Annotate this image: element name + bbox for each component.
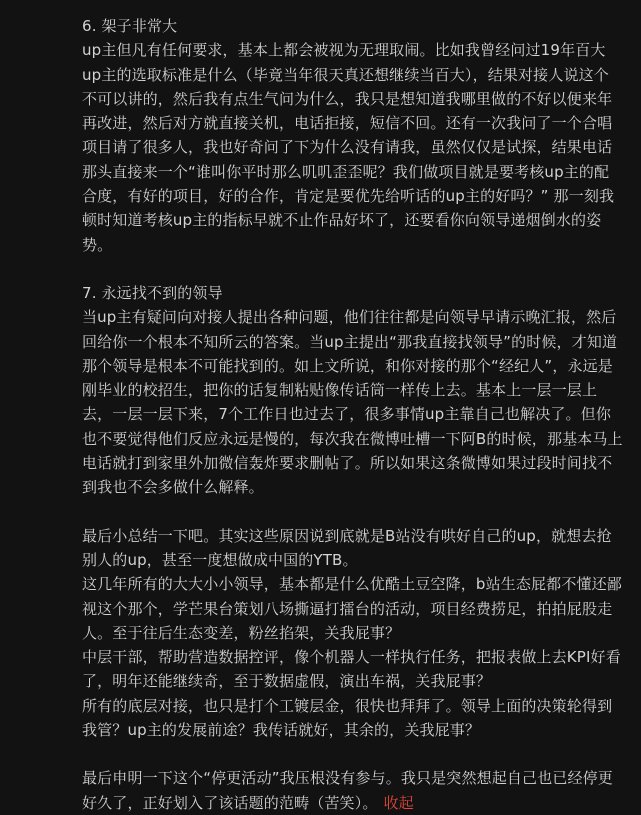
summary-paragraph: 最后小总结一下吧。其实这些原因说到底就是B站没有哄好自己的up，就想去抢别人的up，甚至一度想做成中国的YTB。	[82, 526, 612, 569]
summary-paragraph: 这几年所有的大大小小领导，基本都是什么优酷土豆空降，b站生态屁都不懂还鄙视这个那个，学芒果台策划八场撕逼打擂台的活动，项目经费捞足，拍拍屁股走人。至于往后生态变差，粉丝掐架，关我屁事？	[82, 575, 622, 642]
section-title: 7. 永远找不到的领导	[82, 283, 223, 302]
closing-text: 最后申明一下这个“停更活动”我压根没有参与。我只是突然想起自己也已经停更好久了，正好划入了该话题的范畴（苦笑）。	[82, 769, 613, 812]
section-title: 6. 架子非常大	[82, 17, 178, 35]
summary-section	[82, 524, 623, 743]
section-6	[82, 14, 623, 257]
closing-section	[82, 766, 623, 815]
paragraph-gap	[82, 742, 623, 766]
summary-paragraph: 中层干部，帮助营造数据控评，像个机器人一样执行任务，把报表做上去KPI好看了，明年还能继续奇，至于数据虚假，演出车祸，关我屁事？	[82, 648, 621, 691]
paragraph-gap	[82, 257, 623, 281]
section-paragraph: up主但凡有任何要求，基本上都会被视为无理取闹。比如我曾经问过19年百大up主的选取标准是什么（毕竟当年很天真还想继续当百大），结果对接人说这个不可以讲的，然后我有点生气问为什么，我只是想知道我哪里做的不好以便来年再改进，然后对方就直接关机，电话拒接，短信不回。还有一次我问了一个合唱项目请了很多人，我也好奇问了下为什么没有请我，虽然仅仅是试探，结果电话那头直接来一个“谁叫你平时那么叽叽歪歪呢？我们做项目就是要考核up主的配合度，有好的项目，好的合作，肯定是要优先给听话的up主的好吗？” 那一刻我顿时知道考核up主的指标早就不止作品好坏了，还要看你向领导递烟倒水的姿势。	[82, 41, 615, 254]
summary-paragraph: 所有的底层对接，也只是打个工镀层金，很快也拜拜了。领导上面的决策轮得到我管？up主的发展前途？我传话就好，其余的，关我屁事？	[82, 696, 613, 740]
paragraph-gap	[82, 500, 623, 524]
section-7	[82, 281, 623, 500]
section-paragraph: 当up主有疑问向对接人提出各种问题，他们往往都是向领导早请示晚汇报，然后回给你一个根本不知所云的答案。当up主提出“那我直接找领导”的时候，才知道那个领导是根本不可能找到的。如上文所说，和你对接的那个“经纪人”，永远是刚毕业的校招生，把你的话复制粘贴像传话筒一样传上去。基本上一层一层上去，一层一层下来，7个工作日也过去了，很多事情up主靠自己也解决了。但你也不要觉得他们反应永远是慢的，每次我在微博吐槽一下阿B的时候，那基本马上电话就打到家里外加微信轰炸要求删帖了。所以如果这条微博如果过段时间找不到我也不会多做什么解释。	[82, 308, 623, 497]
collapse-button[interactable]: 收起	[383, 793, 414, 812]
closing-paragraph	[82, 766, 623, 815]
